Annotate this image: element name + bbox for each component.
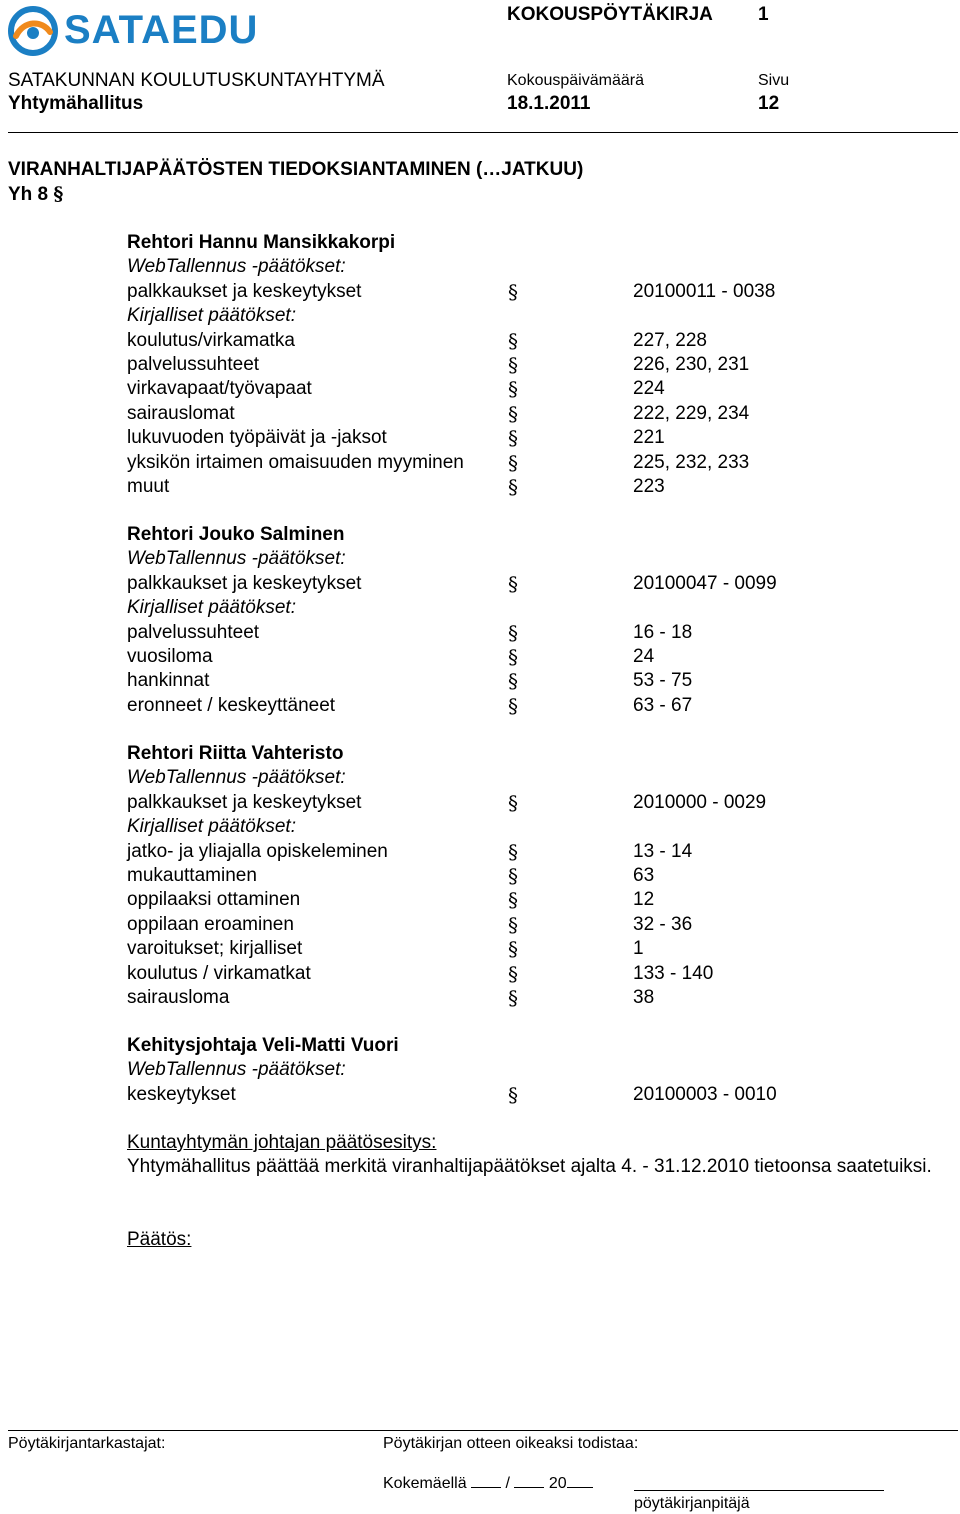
meeting-date: 18.1.2011 bbox=[507, 93, 591, 114]
proposal-block bbox=[127, 1131, 957, 1180]
decision-category: varoitukset; kirjalliset bbox=[127, 938, 303, 960]
decision-row bbox=[127, 329, 957, 353]
decision-numbers: 32 - 36 bbox=[633, 913, 693, 935]
decision-category: palkkaukset ja keskeytykset bbox=[127, 572, 362, 594]
decision-type-subheading: WebTallennus -päätökset: bbox=[127, 767, 346, 789]
proposal-text: Yhtymähallitus päättää merkitä viranhaltijapäätökset ajalta 4. - 31.12.2010 tietoonsa saatetuiksi. bbox=[127, 1156, 932, 1178]
document-type: KOKOUSPÖYTÄKIRJA bbox=[507, 4, 713, 25]
decision-section bbox=[127, 1034, 957, 1107]
paragraph-sign: § bbox=[508, 1082, 518, 1107]
paragraph-sign: § bbox=[508, 644, 518, 669]
decision-category: koulutus/virkamatka bbox=[127, 329, 295, 351]
decision-row bbox=[127, 669, 957, 693]
date-slash: / bbox=[505, 1475, 510, 1492]
clause-label: Yh 8 bbox=[8, 184, 49, 205]
decision-category: vuosiloma bbox=[127, 645, 213, 667]
decision-category: palvelussuhteet bbox=[127, 353, 260, 375]
footer-rule bbox=[8, 1430, 958, 1431]
decision-category: keskeytykset bbox=[127, 1083, 236, 1105]
decision-category: yksikön irtaimen omaisuuden myyminen bbox=[127, 451, 464, 473]
decision-numbers: 1 bbox=[633, 938, 644, 960]
decision-numbers: 24 bbox=[633, 645, 655, 667]
decision-category: koulutus / virkamatkat bbox=[127, 962, 311, 984]
decision-row bbox=[127, 864, 957, 888]
secretary-label: pöytäkirjanpitäjä bbox=[634, 1495, 750, 1512]
decision-type-subheading: Kirjalliset päätökset: bbox=[127, 816, 296, 838]
logo bbox=[8, 4, 259, 62]
header-rule bbox=[8, 132, 958, 133]
organization-name: SATAKUNNAN KOULUTUSKUNTAYHTYMÄ bbox=[8, 70, 385, 91]
decision-type-subheading: Kirjalliset päätökset: bbox=[127, 305, 296, 327]
decision-numbers: 221 bbox=[633, 427, 665, 449]
month-blank bbox=[514, 1487, 544, 1488]
decision-numbers: 226, 230, 231 bbox=[633, 353, 750, 375]
decision-category: palvelussuhteet bbox=[127, 621, 260, 643]
decision-numbers: 2010000 - 0029 bbox=[633, 791, 767, 813]
decision-row bbox=[127, 426, 957, 450]
signature-place-date bbox=[383, 1475, 593, 1493]
official-name-heading: Rehtori Hannu Mansikkakorpi bbox=[127, 232, 396, 253]
logo-wordmark: SATAEDU bbox=[64, 8, 259, 52]
signature-line bbox=[634, 1490, 884, 1491]
decision-row bbox=[127, 986, 957, 1010]
decision-row bbox=[127, 353, 957, 377]
sataedu-swirl-icon bbox=[8, 6, 58, 56]
decision-category: mukauttaminen bbox=[127, 864, 257, 886]
year-blank bbox=[567, 1487, 593, 1488]
paragraph-sign: § bbox=[508, 620, 518, 645]
paragraph-sign: § bbox=[508, 888, 518, 913]
decision-row bbox=[127, 645, 957, 669]
decision-numbers: 16 - 18 bbox=[633, 621, 693, 643]
decision-numbers: 223 bbox=[633, 475, 665, 497]
paragraph-sign: § bbox=[508, 279, 518, 304]
paragraph-sign: § bbox=[508, 863, 518, 888]
paragraph-sign: § bbox=[508, 571, 518, 596]
paragraph-sign: § bbox=[508, 669, 518, 694]
paragraph-sign: § bbox=[508, 985, 518, 1010]
decision-row bbox=[127, 451, 957, 475]
decision-row bbox=[127, 840, 957, 864]
decision-numbers: 53 - 75 bbox=[633, 670, 693, 692]
official-name-heading: Rehtori Jouko Salminen bbox=[127, 524, 345, 545]
decision-category: sairauslomat bbox=[127, 402, 235, 424]
paragraph-sign: § bbox=[53, 183, 64, 205]
governing-body: Yhtymähallitus bbox=[8, 93, 144, 114]
day-blank bbox=[471, 1487, 501, 1488]
decision-category: palkkaukset ja keskeytykset bbox=[127, 280, 362, 302]
decision-heading: Päätös: bbox=[127, 1229, 192, 1250]
decision-row bbox=[127, 1083, 957, 1107]
decision-row bbox=[127, 572, 957, 596]
decision-category: virkavapaat/työvapaat bbox=[127, 378, 312, 400]
decision-category: hankinnat bbox=[127, 670, 210, 692]
decision-section bbox=[127, 231, 957, 499]
decision-type-subheading: Kirjalliset päätökset: bbox=[127, 597, 296, 619]
paragraph-sign: § bbox=[508, 401, 518, 426]
decision-category: oppilaan eroaminen bbox=[127, 913, 294, 935]
decision-type-subheading: WebTallennus -päätökset: bbox=[127, 1059, 346, 1081]
decision-category: palkkaukset ja keskeytykset bbox=[127, 791, 362, 813]
page-title: VIRANHALTIJAPÄÄTÖSTEN TIEDOKSIANTAMINEN (…JATKUU) bbox=[8, 159, 584, 180]
date-label: Kokouspäivämäärä bbox=[507, 72, 644, 89]
paragraph-sign: § bbox=[508, 450, 518, 475]
decision-row bbox=[127, 621, 957, 645]
certified-copy-label: Pöytäkirjan otteen oikeaksi todistaa: bbox=[383, 1435, 639, 1452]
place-name: Kokemäellä bbox=[383, 1475, 467, 1492]
decision-type-subheading: WebTallennus -päätökset: bbox=[127, 256, 346, 278]
paragraph-sign: § bbox=[508, 839, 518, 864]
decision-numbers: 222, 229, 234 bbox=[633, 402, 750, 424]
decision-row bbox=[127, 402, 957, 426]
decision-type-subheading: WebTallennus -päätökset: bbox=[127, 548, 346, 570]
decision-row bbox=[127, 694, 957, 718]
decision-category: eronneet / keskeyttäneet bbox=[127, 694, 336, 716]
page-number: 12 bbox=[758, 93, 780, 114]
paragraph-sign: § bbox=[508, 377, 518, 402]
decision-section bbox=[127, 523, 957, 718]
decision-category: sairausloma bbox=[127, 986, 230, 1008]
minutes-checkers-label: Pöytäkirjantarkastajat: bbox=[8, 1435, 166, 1452]
decision-row bbox=[127, 791, 957, 815]
decision-row bbox=[127, 280, 957, 304]
decision-category: lukuvuoden työpäivät ja -jaksot bbox=[127, 427, 387, 449]
decision-numbers: 20100003 - 0010 bbox=[633, 1083, 777, 1105]
decision-numbers: 63 bbox=[633, 864, 655, 886]
decision-numbers: 227, 228 bbox=[633, 329, 707, 351]
paragraph-sign: § bbox=[508, 961, 518, 986]
paragraph-sign: § bbox=[508, 693, 518, 718]
decision-category: muut bbox=[127, 475, 170, 497]
decision-row bbox=[127, 475, 957, 499]
decision-row bbox=[127, 377, 957, 401]
decision-row bbox=[127, 937, 957, 961]
paragraph-sign: § bbox=[508, 937, 518, 962]
official-name-heading: Kehitysjohtaja Veli-Matti Vuori bbox=[127, 1035, 399, 1056]
decision-row bbox=[127, 962, 957, 986]
paragraph-sign: § bbox=[508, 352, 518, 377]
paragraph-sign: § bbox=[508, 474, 518, 499]
decision-numbers: 133 - 140 bbox=[633, 962, 714, 984]
decision-numbers: 20100047 - 0099 bbox=[633, 572, 777, 594]
clause-number bbox=[8, 183, 63, 206]
decision-numbers: 63 - 67 bbox=[633, 694, 693, 716]
decision-row bbox=[127, 888, 957, 912]
decision-numbers: 12 bbox=[633, 889, 655, 911]
decision-category: jatko- ja yliajalla opiskeleminen bbox=[127, 840, 388, 862]
paragraph-sign: § bbox=[508, 912, 518, 937]
decision-numbers: 38 bbox=[633, 986, 655, 1008]
decision-numbers: 13 - 14 bbox=[633, 840, 693, 862]
year-prefix: 20 bbox=[548, 1475, 567, 1492]
decision-numbers: 20100011 - 0038 bbox=[633, 280, 776, 302]
page-label: Sivu bbox=[758, 72, 790, 89]
official-name-heading: Rehtori Riitta Vahteristo bbox=[127, 743, 344, 764]
decision-category: oppilaaksi ottaminen bbox=[127, 889, 301, 911]
decision-section bbox=[127, 742, 957, 1010]
paragraph-sign: § bbox=[508, 790, 518, 815]
document-number: 1 bbox=[758, 4, 769, 25]
proposal-heading: Kuntayhtymän johtajan päätösesitys: bbox=[127, 1132, 437, 1153]
decision-numbers: 224 bbox=[633, 378, 665, 400]
decision-numbers: 225, 232, 233 bbox=[633, 451, 750, 473]
paragraph-sign: § bbox=[508, 426, 518, 451]
decision-row bbox=[127, 913, 957, 937]
paragraph-sign: § bbox=[508, 328, 518, 353]
